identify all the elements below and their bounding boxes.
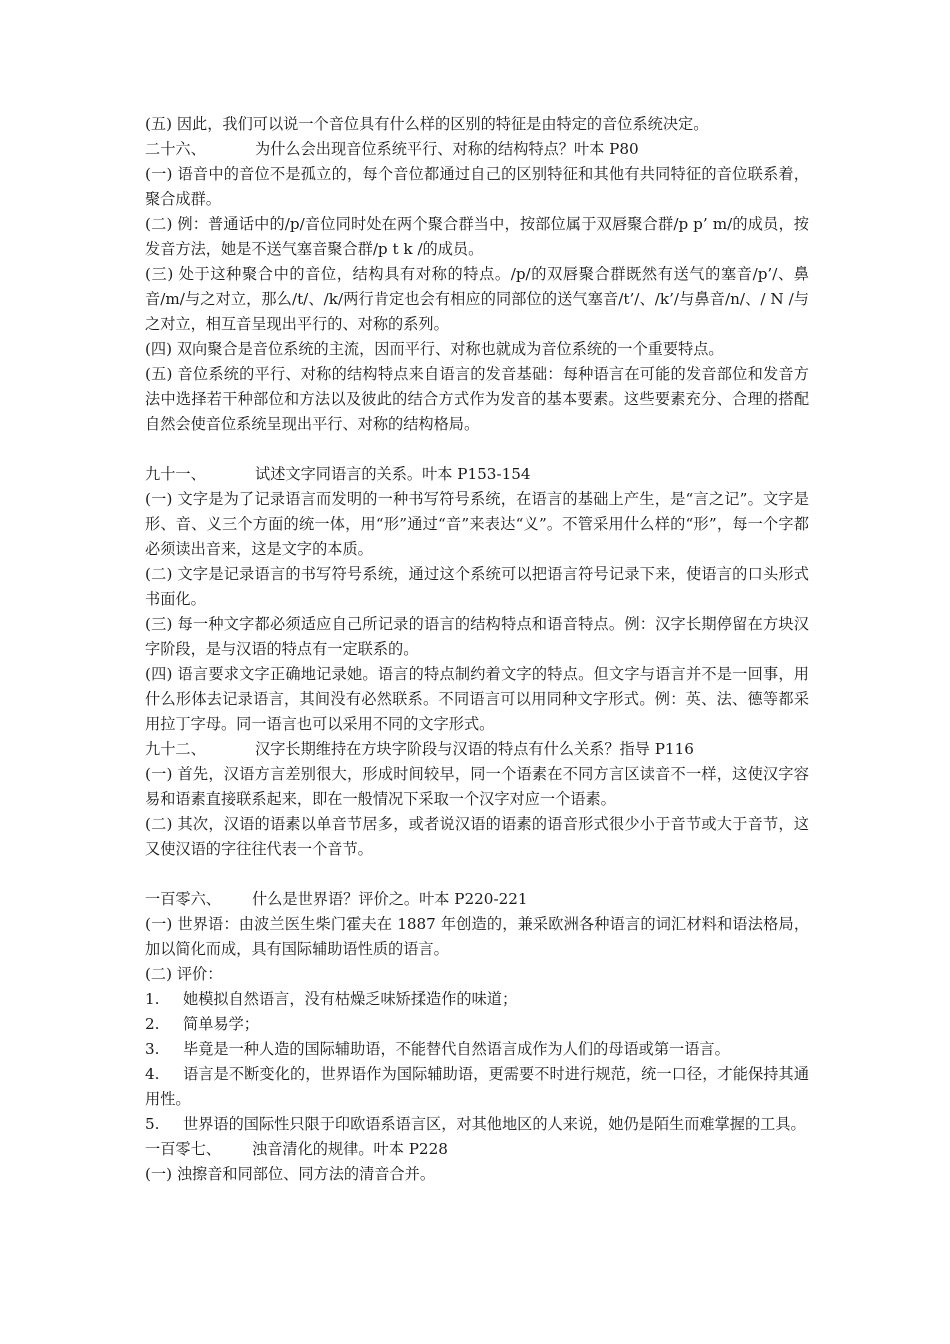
heading-number: 二十六、 — [145, 140, 206, 158]
list-item-text: 世界语的国际性只限于印欧语系语言区，对其他地区的人来说，她仍是陌生而难掌握的工具。 — [183, 1115, 806, 1133]
paragraph: (二) 文字是记录语言的书写符号系统，通过这个系统可以把语言符号记录下来，使语言的口头形式书面化。 — [145, 565, 809, 608]
list-item-text: 毕竟是一种人造的国际辅助语，不能替代自然语言成作为人们的母语或第一语言。 — [183, 1040, 730, 1058]
heading-number: 九十二、 — [145, 740, 206, 758]
list-item — [145, 1112, 809, 1137]
paragraph: (五) 音位系统的平行、对称的结构特点来自语言的发音基础：每种语言在可能的发音部位和发音方法中选择若干种部位和方法以及彼此的结合方式作为发音的基本要素。这些要素充分、合理的搭配自然会使音位系统呈现出平行、对称的结构格局。 — [145, 365, 809, 433]
paragraph: (一) 浊擦音和同部位、同方法的清音合并。 — [145, 1165, 436, 1183]
section-heading — [145, 137, 809, 162]
list-item-number: 1. — [145, 990, 160, 1008]
list-item-number: 3. — [145, 1040, 160, 1058]
paragraph: (二) 例：普通话中的/p/音位同时处在两个聚合群当中，按部位属于双唇聚合群/p p’ m/的成员，按发音方法，她是不送气塞音聚合群/p t k /的成员。 — [145, 215, 809, 258]
heading-title: 什么是世界语？评价之。叶本 P220-221 — [252, 890, 528, 908]
document-page — [145, 112, 809, 1187]
paragraph: (二) 评价： — [145, 965, 223, 983]
list-item-number: 5. — [145, 1115, 160, 1133]
paragraph: (一) 语音中的音位不是孤立的，每个音位都通过自己的区别特征和其他有共同特征的音位联系着，聚合成群。 — [145, 165, 809, 208]
heading-number: 九十一、 — [145, 465, 206, 483]
heading-number: 一百零七、 — [145, 1140, 221, 1158]
list-item — [145, 1012, 809, 1037]
paragraph: (四) 双向聚合是音位系统的主流，因而平行、对称也就成为音位系统的一个重要特点。 — [145, 340, 724, 358]
list-item-number: 2. — [145, 1015, 160, 1033]
list-item-text: 简单易学； — [183, 1015, 259, 1033]
list-item — [145, 987, 809, 1012]
paragraph: (五) 因此，我们可以说一个音位具有什么样的区别的特征是由特定的音位系统决定。 — [145, 115, 709, 133]
list-item-number: 4. — [145, 1065, 160, 1083]
paragraph: (一) 首先，汉语方言差别很大，形成时间较早，同一个语素在不同方言区读音不一样，这使汉字容易和语素直接联系起来，即在一般情况下采取一个汉字对应一个语素。 — [145, 765, 809, 808]
section-heading — [145, 737, 809, 762]
blank-line — [145, 437, 809, 462]
heading-title: 浊音清化的规律。叶本 P228 — [252, 1140, 448, 1158]
paragraph: (三) 每一种文字都必须适应自己所记录的语言的结构特点和语音特点。例：汉字长期停留在方块汉字阶段，是与汉语的特点有一定联系的。 — [145, 615, 809, 658]
blank-line — [145, 862, 809, 887]
list-item-text: 语言是不断变化的，世界语作为国际辅助语，更需要不时进行规范，统一口径，才能保持其通用性。 — [145, 1065, 809, 1108]
heading-title: 试述文字同语言的关系。叶本 P153-154 — [255, 465, 531, 483]
heading-title: 为什么会出现音位系统平行、对称的结构特点？叶本 P80 — [255, 140, 639, 158]
heading-number: 一百零六、 — [145, 890, 221, 908]
heading-title: 汉字长期维持在方块字阶段与汉语的特点有什么关系？指导 P116 — [255, 740, 694, 758]
paragraph: (一) 文字是为了记录语言而发明的一种书写符号系统，在语言的基础上产生，是“言之记”。文字是形、音、义三个方面的统一体，用“形”通过“音”来表达“义”。不管采用什么样的“形”，每一个字都必须读出音来，这是文字的本质。 — [145, 490, 809, 558]
section-heading — [145, 887, 809, 912]
list-item-text: 她模拟自然语言，没有枯燥乏味矫揉造作的味道； — [183, 990, 518, 1008]
paragraph: (三) 处于这种聚合中的音位，结构具有对称的特点。/p/的双唇聚合群既然有送气的塞音/p’/、鼻音/m/与之对立，那么/t/、/k/两行肯定也会有相应的同部位的送气塞音/t’/、/k’/与鼻音/n/、/ N /与之对立，相互音呈现出平行的、对称的系列。 — [145, 265, 809, 333]
paragraph: (四) 语言要求文字正确地记录她。语言的特点制约着文字的特点。但文字与语言并不是一回事，用什么形体去记录语言，其间没有必然联系。不同语言可以用同种文字形式。例：英、法、德等都采用拉丁字母。同一语言也可以采用不同的文字形式。 — [145, 665, 809, 733]
section-heading — [145, 462, 809, 487]
paragraph: (二) 其次，汉语的语素以单音节居多，或者说汉语的语素的语音形式很少小于音节或大于音节，这又使汉语的字往往代表一个音节。 — [145, 815, 809, 858]
list-item — [145, 1062, 809, 1112]
paragraph: (一) 世界语：由波兰医生柴门霍夫在 1887 年创造的，兼采欧洲各种语言的词汇材料和语法格局，加以简化而成，具有国际辅助语性质的语言。 — [145, 915, 810, 958]
section-heading — [145, 1137, 809, 1162]
list-item — [145, 1037, 809, 1062]
